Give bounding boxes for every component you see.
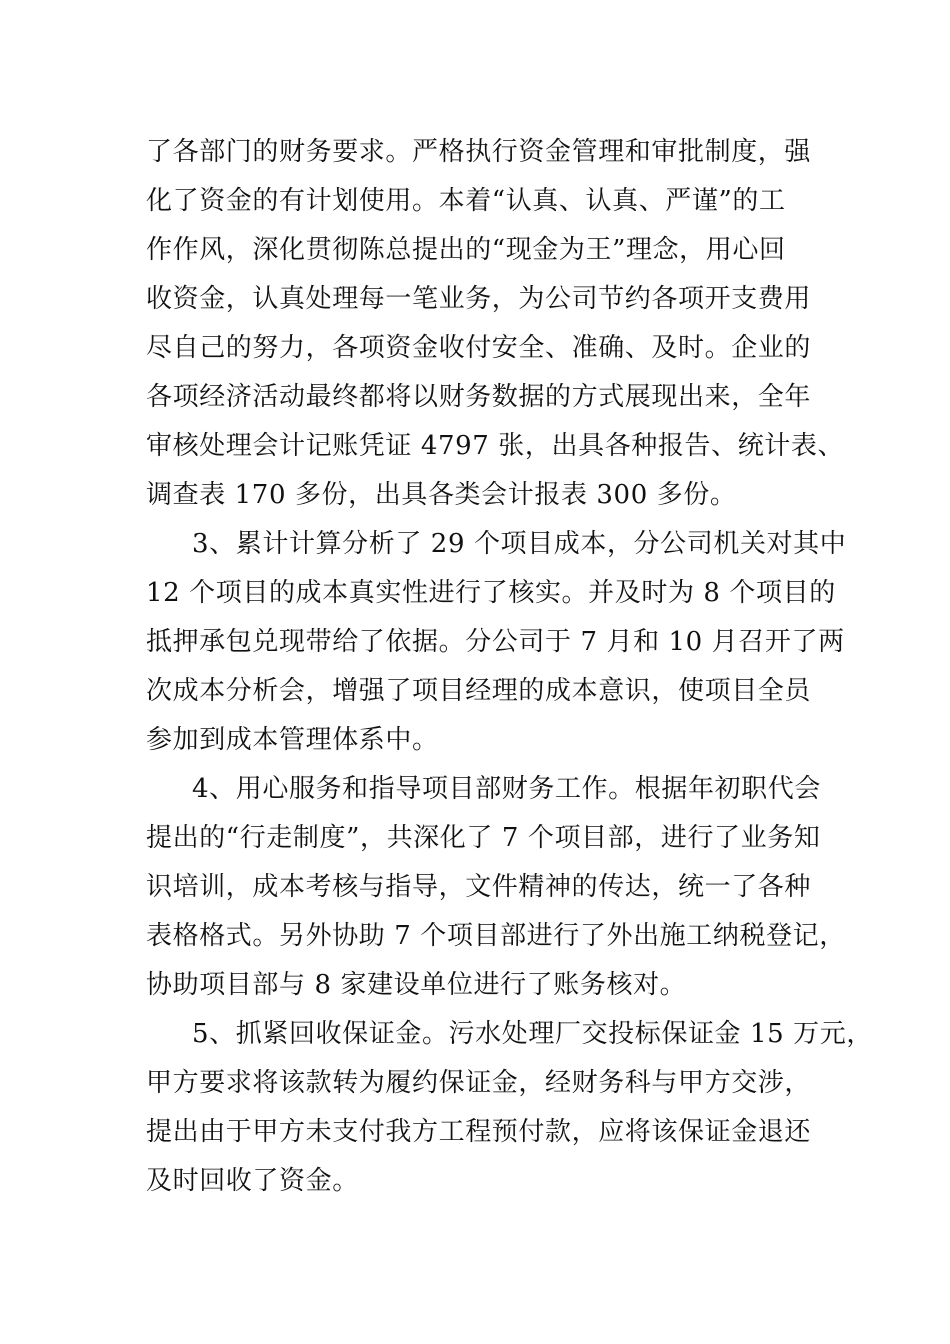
paragraph-finance-requirements bbox=[146, 128, 845, 520]
text-line: 抵押承包兑现带给了依据。分公司于 7 月和 10 月召开了两 bbox=[146, 627, 845, 657]
text-line: 提出由于甲方未支付我方工程预付款，应将该保证金退还 bbox=[146, 1117, 812, 1147]
text-line: 收资金，认真处理每一笔业务，为公司节约各项开支费用 bbox=[146, 284, 812, 314]
text-line: 各项经济活动最终都将以财务数据的方式展现出来，全年 bbox=[146, 382, 812, 412]
text-line: 表格格式。另外协助 7 个项目部进行了外出施工纳税登记， bbox=[146, 921, 846, 951]
text-line: 调查表 170 多份，出具各类会计报表 300 多份。 bbox=[146, 480, 737, 510]
text-line: 化了资金的有计划使用。本着“认真、认真、严谨”的工 bbox=[146, 186, 786, 216]
text-line: 4、用心服务和指导项目部财务工作。根据年初职代会 bbox=[192, 774, 821, 804]
text-line: 提出的“行走制度”，共深化了 7 个项目部，进行了业务知 bbox=[146, 823, 821, 853]
text-line: 12 个项目的成本真实性进行了核实。并及时为 8 个项目的 bbox=[146, 578, 836, 608]
text-line: 5、抓紧回收保证金。污水处理厂交投标保证金 15 万元， bbox=[192, 1019, 873, 1049]
text-line: 尽自己的努力，各项资金收付安全、准确、及时。企业的 bbox=[146, 333, 812, 363]
text-line: 甲方要求将该款转为履约保证金，经财务科与甲方交涉， bbox=[146, 1068, 812, 1098]
paragraph-cost-analysis bbox=[146, 520, 847, 765]
text-line: 协助项目部与 8 家建设单位进行了账务核对。 bbox=[146, 970, 687, 1000]
text-line: 了各部门的财务要求。严格执行资金管理和审批制度，强 bbox=[146, 137, 812, 167]
paragraph-project-guidance bbox=[146, 765, 846, 1010]
text-line: 及时回收了资金。 bbox=[146, 1166, 359, 1196]
text-line: 3、累计计算分析了 29 个项目成本，分公司机关对其中 bbox=[192, 529, 847, 559]
text-line: 识培训，成本考核与指导，文件精神的传达，统一了各种 bbox=[146, 872, 812, 902]
text-line: 次成本分析会，增强了项目经理的成本意识，使项目全员 bbox=[146, 676, 812, 706]
paragraph-deposit-recovery bbox=[146, 1010, 873, 1206]
text-line: 参加到成本管理体系中。 bbox=[146, 725, 439, 755]
text-line: 作作风，深化贯彻陈总提出的“现金为王”理念，用心回 bbox=[146, 235, 786, 265]
document-body bbox=[146, 128, 873, 1206]
text-line: 审核处理会计记账凭证 4797 张，出具各种报告、统计表、 bbox=[146, 431, 845, 461]
